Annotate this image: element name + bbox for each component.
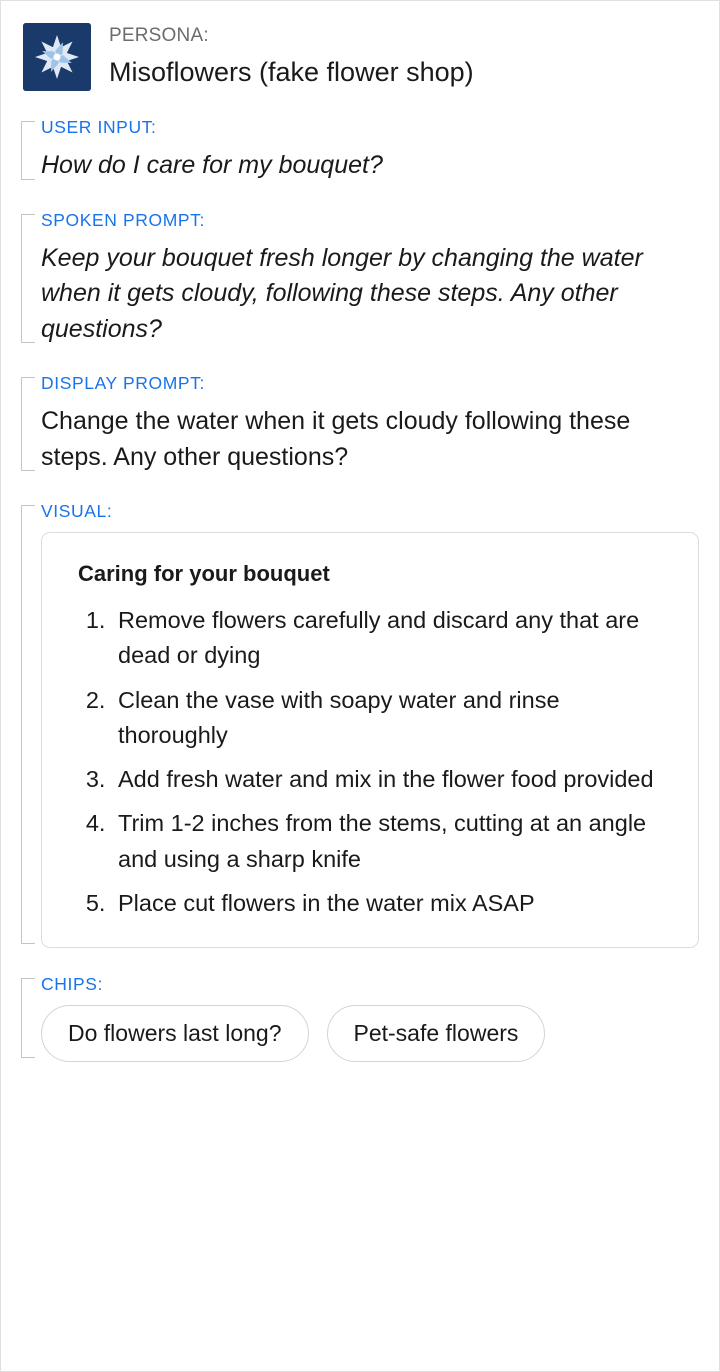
user-input-text: How do I care for my bouquet? — [41, 151, 383, 179]
display-prompt-text: Change the water when it gets cloudy following these steps. Any other questions? — [41, 407, 631, 471]
chips-label: CHIPS: — [41, 974, 103, 994]
list-item: 1. Remove flowers carefully and discard any that are dead or dying — [112, 603, 672, 674]
visual-steps-list — [68, 603, 672, 921]
bracket-decoration — [21, 978, 35, 1058]
bracket-decoration — [21, 505, 35, 944]
persona-label: PERSONA: — [109, 25, 209, 46]
section-user-input — [21, 117, 699, 184]
section-chips — [21, 974, 699, 1062]
section-display-prompt — [21, 373, 699, 475]
bracket-decoration — [21, 214, 35, 344]
chip-do-flowers-last-long[interactable]: Do flowers last long? — [41, 1005, 309, 1062]
persona-header — [21, 19, 699, 91]
visual-card — [41, 532, 699, 948]
bracket-decoration — [21, 377, 35, 471]
section-spoken-prompt — [21, 210, 699, 348]
persona-text-block — [109, 23, 474, 90]
flower-logo-icon — [23, 23, 91, 91]
chips-row — [41, 1005, 699, 1062]
spoken-prompt-label: SPOKEN PROMPT: — [41, 209, 205, 230]
list-item: 4. Trim 1-2 inches from the stems, cutting at an angle and using a sharp knife — [112, 806, 672, 877]
chip-pet-safe-flowers[interactable]: Pet-safe flowers — [327, 1005, 546, 1062]
user-input-label: USER INPUT: — [41, 117, 157, 137]
visual-label: VISUAL: — [41, 501, 113, 521]
list-item: 2. Clean the vase with soapy water and rinse thoroughly — [112, 683, 672, 754]
list-item: 5. Place cut flowers in the water mix ASAP — [112, 886, 672, 921]
list-item: 3. Add fresh water and mix in the flower food provided — [112, 762, 672, 797]
bracket-decoration — [21, 121, 35, 180]
persona-title: Misoflowers (fake flower shop) — [109, 56, 474, 87]
spoken-prompt-text: Keep your bouquet fresh longer by changing the water when it gets cloudy, following these steps. Any other questions? — [41, 243, 643, 343]
section-visual — [21, 501, 699, 948]
display-prompt-label: DISPLAY PROMPT: — [41, 373, 205, 393]
visual-card-title: Caring for your bouquet — [78, 561, 330, 586]
